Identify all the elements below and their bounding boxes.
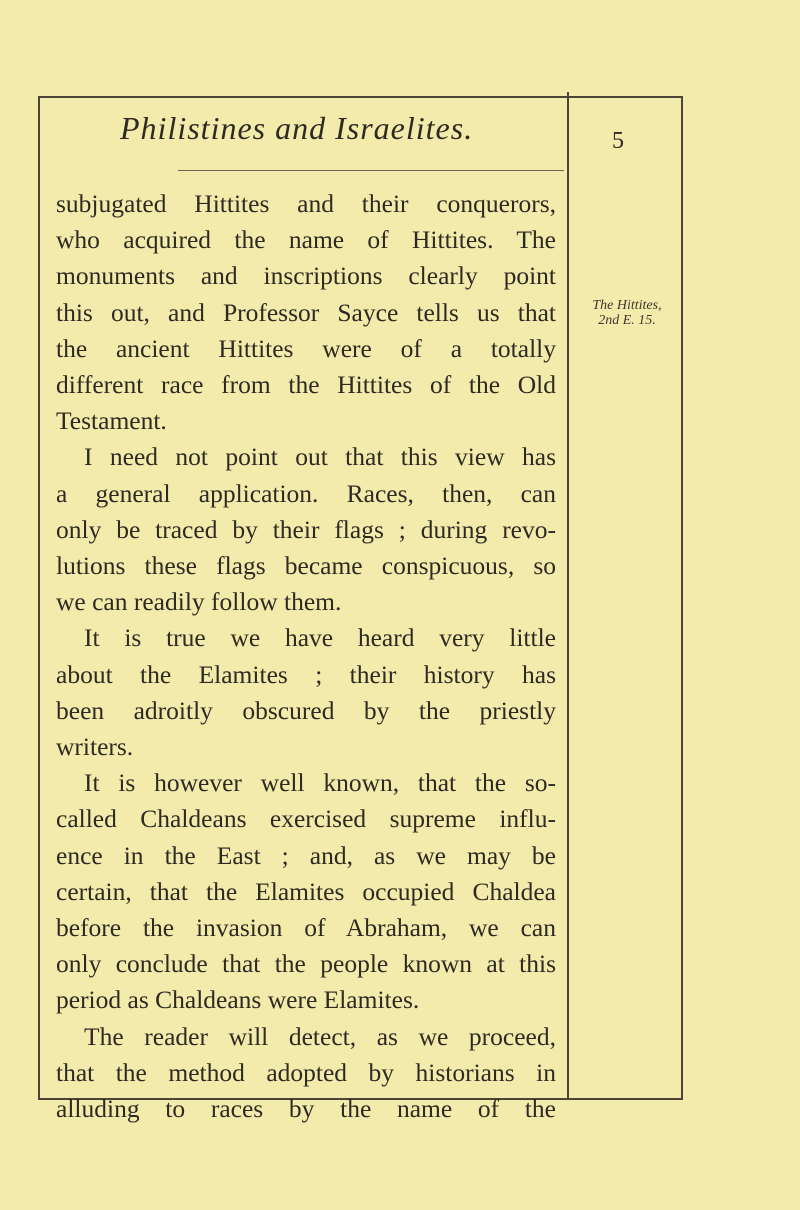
text-line: before the invasion of Abraham, we can	[56, 913, 556, 943]
text-line: we can readily follow them.	[56, 587, 342, 617]
header-rule	[178, 170, 564, 171]
text-line: lutions these flags became conspicuous, so	[56, 551, 556, 581]
text-line: about the Elamites ; their history has	[56, 659, 556, 689]
running-title: Philistines and Israelites.	[120, 110, 474, 146]
text-line: certain, that the Elamites occupied Chaldea	[56, 876, 556, 906]
text-line: alluding to races by the name of the	[56, 1094, 556, 1124]
text-line: ence in the East ; and, as we may be	[56, 840, 556, 870]
text-line: It is however well known, that the so-	[84, 768, 556, 798]
text-line: the ancient Hittites were of a totally	[56, 333, 556, 363]
text-line: this out, and Professor Sayce tells us that	[56, 297, 556, 327]
frame-right-rule	[681, 96, 683, 1100]
text-line: subjugated Hittites and their conquerors,	[56, 189, 556, 218]
text-line: period as Chaldeans were Elamites.	[56, 985, 420, 1015]
margin-note	[576, 298, 678, 328]
text-line: different race from the Hittites of the Old	[56, 370, 556, 400]
frame-left-rule	[38, 96, 40, 1100]
text-line: been adroitly obscured by the priestly	[56, 695, 556, 725]
margin-note-line: The Hittites,	[592, 298, 662, 313]
text-line: only be traced by their flags ; during revo-	[56, 514, 556, 544]
margin-note-line: 2nd E. 15.	[598, 313, 656, 328]
text-line: who acquired the name of Hittites. The	[56, 225, 556, 255]
frame-top-rule	[38, 96, 683, 98]
body-text	[56, 186, 556, 1127]
margin-gutter-rule	[567, 92, 569, 1100]
text-line: It is true we have heard very little	[84, 623, 556, 653]
text-line: Testament.	[56, 406, 167, 436]
text-line: The reader will detect, as we proceed,	[84, 1021, 556, 1051]
text-line: monuments and inscriptions clearly point	[56, 261, 556, 291]
text-line: writers.	[56, 732, 134, 762]
text-line: called Chaldeans exercised supreme influ-	[56, 804, 556, 834]
text-line: only conclude that the people known at this	[56, 949, 556, 979]
text-line: that the method adopted by historians in	[56, 1057, 556, 1087]
text-line: I need not point out that this view has	[84, 442, 556, 472]
page-number: 5	[612, 128, 624, 154]
text-line: a general application. Races, then, can	[56, 478, 556, 508]
